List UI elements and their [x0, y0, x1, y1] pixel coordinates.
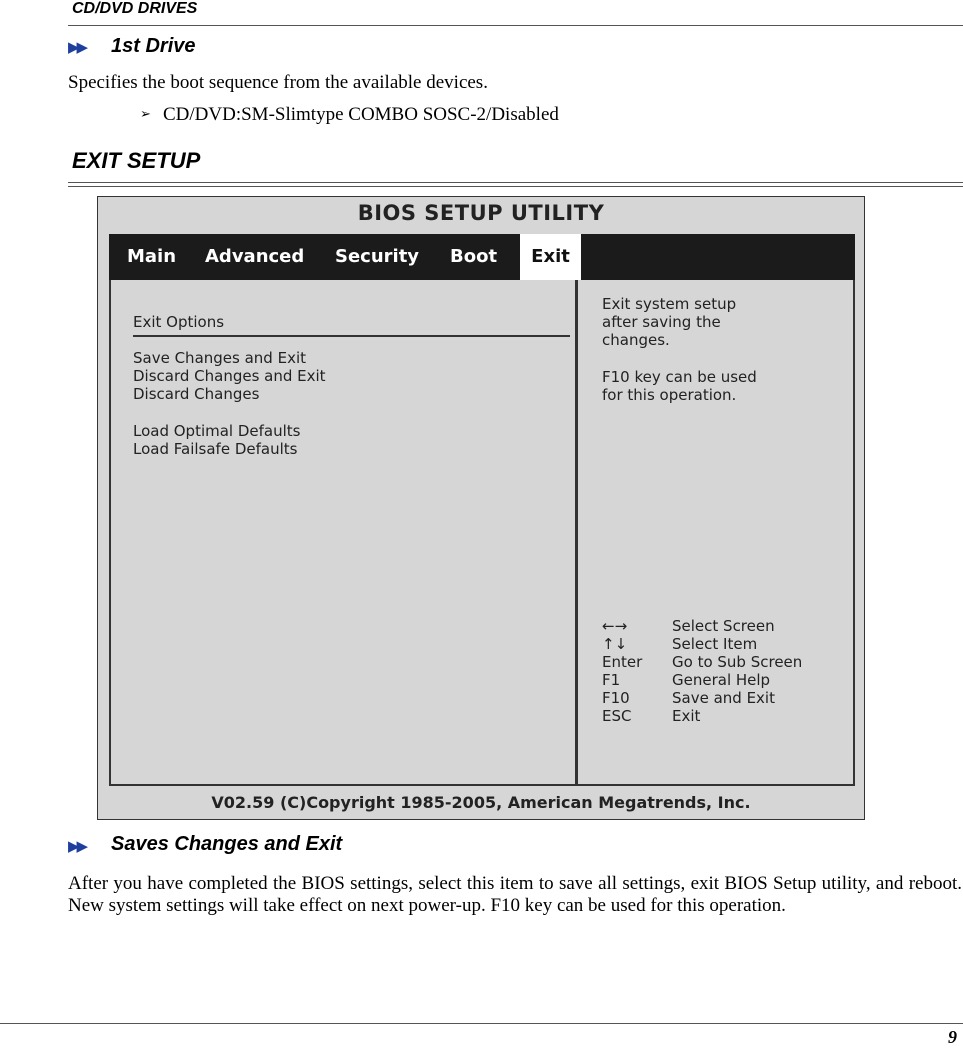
tab-main[interactable]: Main	[127, 246, 177, 267]
key-f1: F1	[602, 671, 621, 689]
options-rule	[133, 335, 570, 337]
tab-security[interactable]: Security	[335, 246, 420, 267]
option-load-optimal-defaults[interactable]: Load Optimal Defaults	[133, 422, 301, 440]
bios-title: BIOS SETUP UTILITY	[357, 201, 605, 225]
save-changes-title: Saves Changes and Exit	[111, 833, 343, 855]
exit-setup-title: EXIT SETUP	[72, 148, 201, 173]
section-title-cd-dvd-drives: CD/DVD DRIVES	[72, 0, 198, 17]
key-left-right-arrows: ←→	[602, 617, 628, 635]
help-line: after saving the	[602, 313, 721, 331]
options-header: Exit Options	[133, 313, 225, 331]
arrow-bullet-icon: ▶▶	[68, 38, 86, 56]
panel-divider	[575, 280, 578, 784]
footer-rule	[0, 1023, 963, 1024]
chevron-right-icon: ➢	[140, 107, 151, 122]
bios-menubar	[109, 234, 855, 280]
bios-panel	[109, 280, 855, 786]
help-line: Exit system setup	[602, 295, 737, 313]
first-drive-description: Specifies the boot sequence from the available devices.	[68, 72, 488, 93]
bios-copyright: V02.59 (C)Copyright 1985-2005, American Megatrends, Inc.	[211, 793, 751, 812]
help-line: for this operation.	[602, 386, 737, 404]
arrow-bullet-icon: ▶▶	[68, 837, 86, 855]
key-esc: ESC	[602, 707, 632, 725]
tab-advanced[interactable]: Advanced	[205, 246, 305, 267]
section-double-rule	[68, 182, 963, 187]
key-desc: Select Item	[672, 635, 758, 653]
option-discard-changes-and-exit[interactable]: Discard Changes and Exit	[133, 367, 326, 385]
page-number: 9	[948, 1027, 957, 1047]
bios-screenshot	[97, 196, 865, 820]
key-up-down-arrows: ↑↓	[602, 635, 628, 653]
option-load-failsafe-defaults[interactable]: Load Failsafe Defaults	[133, 440, 298, 458]
key-desc: General Help	[672, 671, 771, 689]
key-desc: Exit	[672, 707, 701, 725]
first-drive-option: CD/DVD:SM-Slimtype COMBO SOSC-2/Disabled	[163, 104, 559, 125]
option-discard-changes[interactable]: Discard Changes	[133, 385, 260, 403]
first-drive-title: 1st Drive	[111, 35, 196, 57]
key-desc: Go to Sub Screen	[672, 653, 803, 671]
tab-exit[interactable]: Exit	[520, 234, 581, 280]
key-enter: Enter	[602, 653, 643, 671]
key-desc: Save and Exit	[672, 689, 775, 707]
section-rule	[68, 25, 963, 26]
key-desc: Select Screen	[672, 617, 775, 635]
key-f10: F10	[602, 689, 630, 707]
help-line: changes.	[602, 331, 670, 349]
option-save-changes-and-exit[interactable]: Save Changes and Exit	[133, 349, 306, 367]
help-line: F10 key can be used	[602, 368, 757, 386]
save-changes-body: After you have completed the BIOS settings, select this item to save all settings, exit BIOS Setup utility, and reboot. New system settings will take effect on next power-up. F10 key can be used for this operation.	[68, 873, 962, 916]
tab-boot[interactable]: Boot	[450, 246, 498, 267]
